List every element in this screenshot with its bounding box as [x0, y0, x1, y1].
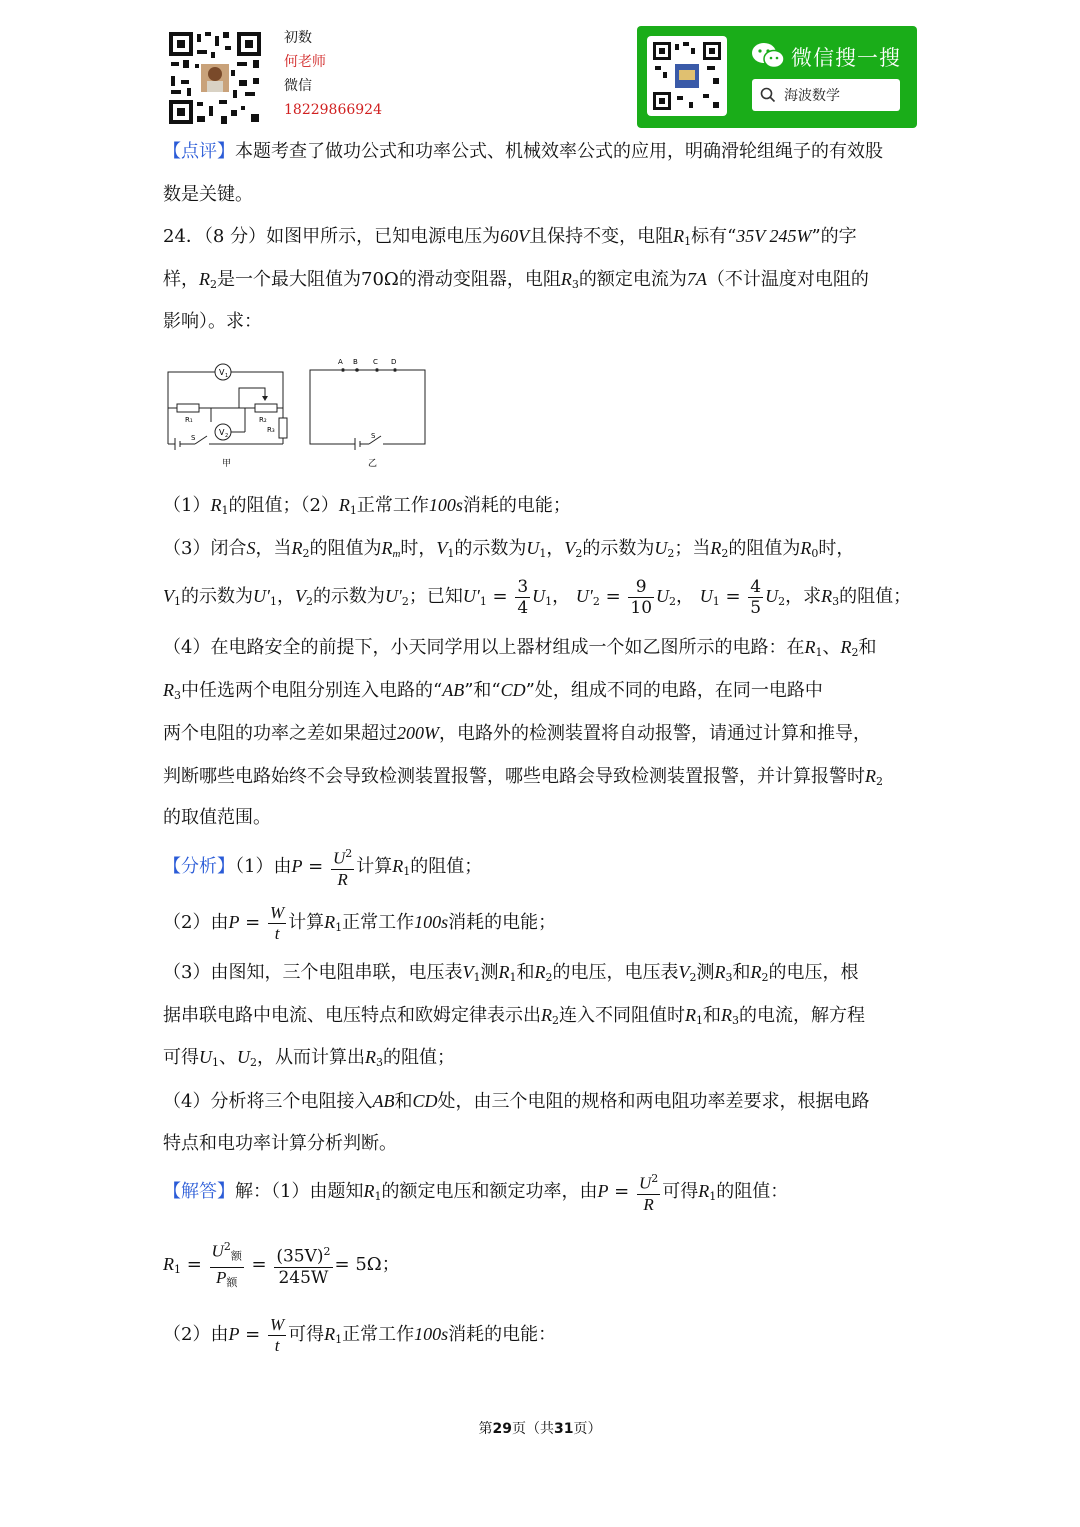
comment-line-1: [163, 140, 883, 164]
q-text: ，求: [785, 586, 822, 607]
a-text: 的电流，解方程: [739, 1005, 865, 1026]
wechat-search-query: 海波数学: [784, 88, 840, 104]
q-text: 和: [858, 637, 877, 658]
comment-line-2: [163, 183, 253, 207]
q-text: 的滑动变阻器，电阻: [398, 269, 561, 290]
subq-1-2: $(1)R_1$的阻值；$(2)R_1$正常工作100s消耗的电能；: [163, 495, 571, 517]
solution-equation-1: $R_1$ = $\frac{U^2_额}{P_额}$ = $\frac{(35V)^2}{245W}$ = 5Ω；: [163, 1237, 400, 1295]
comment-text-2: 数是关键。: [163, 184, 253, 205]
q-text: （3）闭合: [163, 538, 247, 559]
q-text: 影响）。求：: [163, 311, 262, 332]
footer-text: 页（共: [512, 1421, 554, 1437]
contact-line-1: 初数: [284, 30, 312, 46]
a-text: 计算: [288, 912, 325, 933]
q-text: 时，: [818, 538, 855, 559]
question-line-2: 样，$R_2$是一个最大阻值为70Ω的滑动变阻器，电阻$R_3$的额定电流为7A（不计温度对电阻的: [163, 269, 869, 291]
q-text: （4）在电路安全的前提下，小天同学用以上器材组成一个如乙图所示的电路：在: [163, 637, 805, 658]
comment-tag: 【点评】: [163, 141, 235, 162]
s-text: 可得: [662, 1181, 699, 1202]
question-line-1: 24．（8 分）如图甲所示，已知电源电压为60V且保持不变，电阻$R_1$标有“35V 245W”的字: [163, 226, 857, 248]
q-current: 7A: [686, 269, 707, 289]
q-text: ”处，组成不同的电路，在同一电路中: [525, 680, 823, 701]
a-text: 和: [394, 1091, 413, 1112]
a-text: 正常工作: [342, 912, 415, 933]
q-text: 消耗的电能；: [462, 495, 571, 516]
q-text: （1）: [163, 495, 211, 516]
svg-text:2: 2: [225, 433, 229, 439]
fig-label-yi: 乙: [368, 459, 378, 469]
q-text: 的示数为: [454, 538, 527, 559]
a-text: ，从而计算出: [257, 1047, 365, 1068]
q-text: 是一个最大阻值为: [217, 269, 361, 290]
q-text: 的阻值；（2）: [228, 495, 339, 516]
analysis-line-5: 可得$U_1$、$U_2$，从而计算出$R_3$的阻值；: [163, 1047, 455, 1069]
wechat-search-banner: [637, 26, 917, 128]
q-text: 的示数为: [582, 538, 655, 559]
q-voltage: 60V: [500, 226, 530, 246]
footer-text: 第: [478, 1421, 493, 1437]
a-text: 特点和电功率计算分析判断。: [163, 1133, 397, 1154]
a-text: （3）由图知，三个电阻串联，电压表: [163, 962, 463, 983]
a-text: 消耗的电能；: [448, 912, 557, 933]
a-text: 的阻值；: [383, 1047, 455, 1068]
q-text: ，: [546, 538, 565, 559]
a-text: 处，由三个电阻的规格和两电阻功率差要求，根据电路: [437, 1091, 870, 1112]
svg-text:R₁: R₁: [185, 416, 193, 424]
subq-4-line-2: $R_3$中任选两个电阻分别连入电路的“AB”和“CD”处，组成不同的电路，在同一电路中: [163, 680, 823, 702]
a-text: 据串联电路中电流、电压特点和欧姆定律表示出: [163, 1005, 541, 1026]
analysis-line-4: 据串联电路中电流、电压特点和欧姆定律表示出$R_2$连入不同阻值时$R_1$和$R_3$的电流，解方程: [163, 1005, 865, 1027]
q-text: 、: [822, 637, 841, 658]
analysis-line-1: 【分析】（1）由P = $\frac{U^2}{R}$ 计算$R_1$的阻值；: [163, 842, 482, 896]
analysis-line-6: [163, 1089, 869, 1114]
q-ab: AB: [442, 680, 465, 700]
a-text: （1）由: [235, 856, 292, 877]
analysis-line-7: [163, 1132, 397, 1156]
svg-text:R₂: R₂: [259, 416, 267, 424]
q-text: （不计温度对电阻的: [706, 269, 869, 290]
q-resistance: 70Ω: [361, 269, 399, 290]
q-text: 样，: [163, 269, 199, 290]
contact-line-2: 何老师: [284, 54, 326, 70]
q-text: ；已知: [408, 586, 463, 607]
s-text: 的阻值：: [716, 1181, 789, 1202]
s-time: 100s: [414, 1324, 449, 1344]
q-text: ，: [276, 586, 295, 607]
svg-text:V: V: [219, 428, 225, 437]
q-text: 正常工作: [356, 495, 429, 516]
analysis-line-3: （3）由图知，三个电阻串联，电压表$V_1$测$R_1$和$R_2$的电压，电压表$V_2$测$R_3$和$R_2$的电压，根: [163, 962, 859, 984]
q-power: 200W: [397, 723, 439, 743]
solution-tag: 【解答】: [163, 1181, 235, 1202]
s-sub: 额: [230, 1249, 242, 1263]
svg-text:V: V: [219, 368, 225, 377]
s-text: 解：（1）由题知: [235, 1181, 364, 1202]
circuit-figure-yi: [305, 352, 433, 474]
svg-text:S: S: [371, 432, 376, 440]
wechat-logo-icon: [751, 42, 785, 70]
eq-den: 245W: [278, 1267, 329, 1288]
svg-text:A: A: [338, 358, 343, 366]
q-text: ；当: [674, 538, 711, 559]
question-number: 24．: [163, 226, 204, 247]
q-text: ，当: [255, 538, 292, 559]
a-text: 和: [516, 962, 535, 983]
a-text: （4）分析将三个电阻接入: [163, 1091, 373, 1112]
s-text: 可得: [288, 1324, 325, 1345]
s-text: （2）由: [163, 1324, 229, 1345]
a-text: 的阻值；: [410, 856, 483, 877]
q-text: 判断哪些电路始终不会导致检测装置报警，哪些电路会导致检测装置报警，并计算报警时: [163, 766, 865, 787]
a-text: 可得: [163, 1047, 199, 1068]
a-text: 的电压，根: [768, 962, 859, 983]
subq-4-line-1: （4）在电路安全的前提下，小天同学用以上器材组成一个如乙图所示的电路：在$R_1$、$R_2$和: [163, 637, 877, 659]
subq-4-line-5: [163, 806, 271, 830]
wechat-search-field[interactable]: [752, 79, 900, 111]
contact-info: [284, 26, 382, 122]
q-text: 的额定电流为: [578, 269, 687, 290]
a-text: 和: [703, 1005, 721, 1026]
subq-4-line-3: [163, 721, 871, 746]
q-text: 的取值范围。: [163, 807, 271, 828]
q-text: 标有“: [691, 226, 737, 247]
q-text: ，电路外的检测装置将自动报警，请通过计算和推导，: [439, 723, 871, 744]
q-rating: 35V 245W: [736, 226, 812, 246]
a-text: 计算: [356, 856, 393, 877]
question-line-3: [163, 310, 262, 334]
svg-text:S: S: [191, 434, 196, 442]
s-sub: 额: [226, 1275, 238, 1289]
svg-text:C: C: [373, 358, 378, 366]
circuit-figure-jia: [165, 352, 295, 474]
s-text: 的额定电压和额定功率，由: [381, 1181, 598, 1202]
fig-label-jia: 甲: [222, 459, 232, 469]
a-text: 测: [696, 962, 715, 983]
q-text: 的示数为: [312, 586, 385, 607]
s-text: 正常工作: [342, 1324, 415, 1345]
footer-text: 页）: [573, 1421, 602, 1437]
subq-3-line-2: $V_1$的示数为$U'_1$，$V_2$的示数为$U'_2$；已知$U'_1$ = $\frac{3}{4}$ $U_1$， $U'_2$ = $\frac{9}{10}$ $U_2$， $U_1$ = $\frac{4}{5}$ $U_2$，求$R_3$的阻值；: [163, 576, 912, 618]
svg-text:1: 1: [225, 373, 229, 379]
question-score: （8 分）: [203, 226, 267, 247]
a-text: 连入不同阻值时: [559, 1005, 685, 1026]
q-text: 的阻值为: [728, 538, 801, 559]
q-text: 如图甲所示，已知电源电压为: [266, 226, 501, 247]
a-ab: AB: [372, 1091, 395, 1111]
wechat-qr-code: [647, 36, 727, 116]
left-qr-code: [167, 30, 263, 126]
q-text: 且保持不变，电阻: [529, 226, 674, 247]
subq-3-line-1: （3）闭合S，当$R_2$的阻值为$R_m$时，$V_1$的示数为$U_1$，$V_2$的示数为$U_2$；当$R_2$的阻值为$R_0$时，: [163, 538, 855, 560]
solution-line-2: （2）由P = $\frac{W}{t}$ 可得$R_1$正常工作100s消耗的电能：: [163, 1314, 557, 1355]
wechat-search-title: 微信搜一搜: [791, 46, 901, 70]
svg-text:D: D: [391, 358, 397, 366]
page-footer: [0, 1418, 1080, 1438]
q-text: 的阻值为: [309, 538, 382, 559]
q-text: 时，: [400, 538, 437, 559]
q-text: ”和“: [464, 680, 501, 701]
total-pages: 31: [554, 1421, 574, 1437]
q-text: 的示数为: [181, 586, 253, 607]
q-text: ”的字: [811, 226, 857, 247]
svg-text:R₃: R₃: [267, 426, 275, 434]
contact-line-4: 18229866924: [284, 102, 382, 118]
a-cd: CD: [412, 1091, 438, 1111]
subq-4-line-4: 判断哪些电路始终不会导致检测装置报警，哪些电路会导致检测装置报警，并计算报警时$R_2$: [163, 766, 883, 788]
comment-text-1: 本题考查了做功公式和功率公式、机械效率公式的应用，明确滑轮组绳子的有效股: [235, 141, 883, 162]
q-time: 100s: [428, 495, 463, 515]
q-text: 的阻值；: [839, 586, 912, 607]
a-text: 的电压，电压表: [552, 962, 679, 983]
a-text: 测: [480, 962, 499, 983]
contact-line-3: 微信: [284, 78, 312, 94]
page-number: 29: [492, 1421, 512, 1437]
eq-result: = 5Ω；: [334, 1253, 400, 1275]
search-icon: [760, 87, 776, 103]
q-text: 中任选两个电阻分别连入电路的“: [181, 680, 443, 701]
s-text: 消耗的电能：: [448, 1324, 557, 1345]
q-cd: CD: [500, 680, 526, 700]
a-text: 和: [732, 962, 751, 983]
a-text: 、: [219, 1047, 237, 1068]
a-time: 100s: [414, 912, 449, 932]
q-text: 两个电阻的功率之差如果超过: [163, 723, 397, 744]
analysis-line-2: （2）由P = $\frac{W}{t}$ 计算$R_1$正常工作100s消耗的电能；: [163, 902, 557, 943]
analysis-tag: 【分析】: [163, 856, 235, 877]
solution-line-1: 【解答】解：（1）由题知$R_1$的额定电压和额定功率，由P = $\frac{U^2}{R}$ 可得$R_1$的阻值：: [163, 1167, 788, 1221]
eq-num: (35V): [276, 1246, 324, 1267]
svg-text:B: B: [353, 358, 358, 366]
a-text: （2）由: [163, 912, 229, 933]
